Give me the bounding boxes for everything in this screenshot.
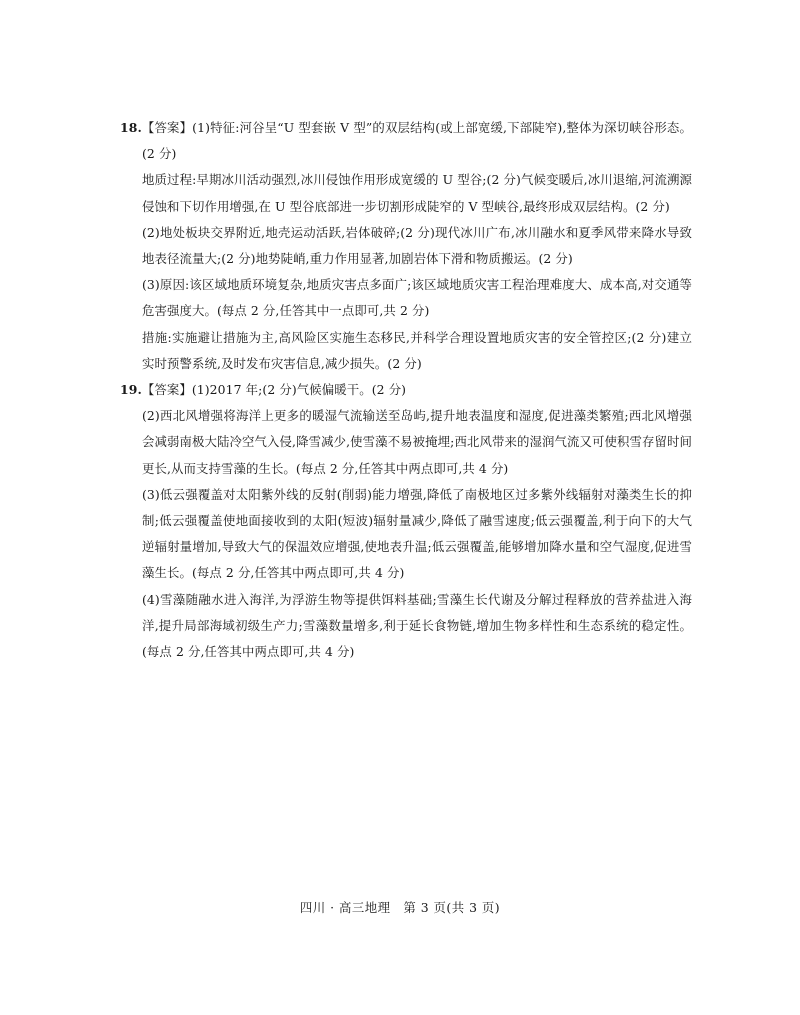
question-19 <box>120 377 692 665</box>
answer-content <box>120 115 692 665</box>
answer-paragraph: (2)地处板块交界附近,地壳运动活跃,岩体破碎;(2 分)现代冰川广布,冰川融水和夏季风带来降水导致地表径流量大;(2 分)地势陡峭,重力作用显著,加剧岩体下滑和物质搬运。(2 分) <box>142 224 692 267</box>
answer-paragraph: 地质过程:早期冰川活动强烈,冰川侵蚀作用形成宽缓的 U 型谷;(2 分)气候变暖后,冰川退缩,河流溯源侵蚀和下切作用增强,在 U 型谷底部进一步切割形成陡窄的 V 型峡谷,最终形成双层结构。(2 分) <box>142 172 692 214</box>
answer-paragraph: 措施:实施避让措施为主,高风险区实施生态移民,并科学合理设置地质灾害的安全管控区;(2 分)建立实时预警系统,及时发布灾害信息,减少损失。(2 分) <box>142 329 692 371</box>
answer-paragraph: (3)低云强覆盖对太阳紫外线的反射(削弱)能力增强,降低了南极地区过多紫外线辐射对藻类生长的抑制;低云强覆盖使地面接收到的太阳(短波)辐射量减少,降低了融雪速度;低云强覆盖,利于向下的大气逆辐射量增加,导致大气的保温效应增强,使地表升温;低云强覆盖,能够增加降水量和空气湿度,促进雪藻生长。(每点 2 分,任答其中两点即可,共 4 分) <box>142 486 692 581</box>
answer-paragraph: (2)西北风增强将海洋上更多的暖湿气流输送至岛屿,提升地表温度和湿度,促进藻类繁殖;西北风增强会减弱南极大陆冷空气入侵,降雪减少,使雪藻不易被掩埋;西北风带来的湿润气流又可使积雪存留时间更长,从而支持雪藻的生长。(每点 2 分,任答其中两点即可,共 4 分) <box>142 408 692 476</box>
answer-paragraph: (4)雪藻随融水进入海洋,为浮游生物等提供饵料基础;雪藻生长代谢及分解过程释放的营养盐进入海洋,提升局部海域初级生产力;雪藻数量增多,利于延长食物链,增加生物多样性和生态系统的稳定性。(每点 2 分,任答其中两点即可,共 4 分) <box>142 591 692 660</box>
question-number: 19. <box>120 382 142 398</box>
question-18-first-line <box>120 115 692 167</box>
answer-paragraph: 【答案】(1)2017 年;(2 分)气候偏暖干。(2 分) <box>141 382 407 398</box>
page-footer: 四川 · 高三地理 第 3 页(共 3 页) <box>299 900 501 915</box>
question-18 <box>120 115 692 377</box>
answer-paragraph: (3)原因:该区域地质环境复杂,地质灾害点多面广;该区域地质灾害工程治理难度大、成本高,对交通等危害强度大。(每点 2 分,任答其中一点即可,共 2 分) <box>142 277 692 319</box>
question-19-first-line <box>120 377 692 403</box>
question-number: 18. <box>120 120 142 135</box>
answer-paragraph: 【答案】(1)特征:河谷呈“U 型套嵌 V 型”的双层结构(或上部宽缓,下部陡窄),整体为深切峡谷形态。(2 分) <box>141 120 692 162</box>
